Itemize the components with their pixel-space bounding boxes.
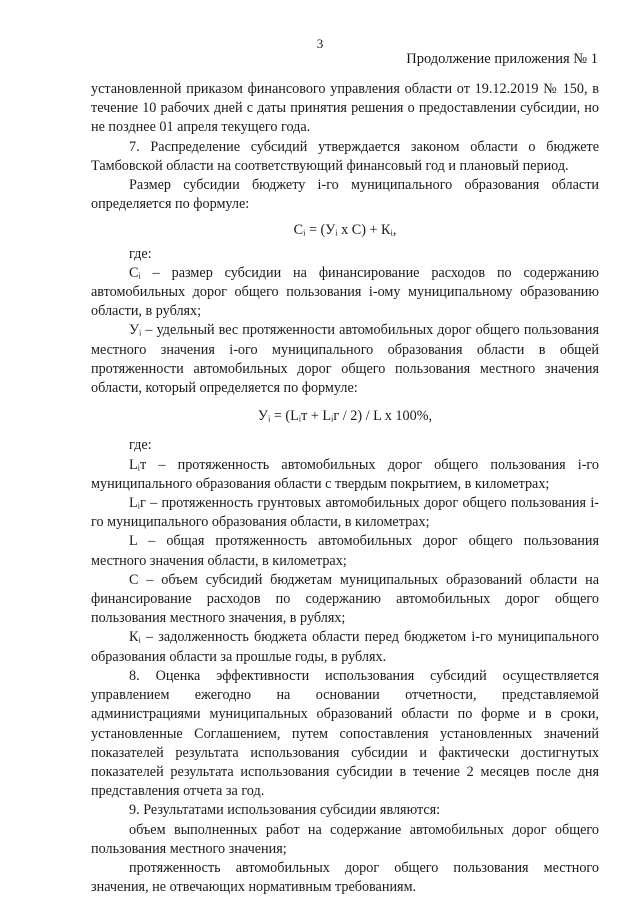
formula-subsidy: Сᵢ = (Уᵢ х С) + Кᵢ, [293,222,397,239]
result-item-1: объем выполненных работ на содержание автомобильных дорог общего пользования местного значения; [91,821,599,857]
paragraph-7: 7. Распределение субсидий утверждается законом области о бюджете Тамбовской области на соответствующий финансовый год и плановый период. [91,138,599,174]
appendix-continuation-label: Продолжение приложения № 1 [406,51,598,67]
paragraph-9: 9. Результатами использования субсидии являются: [129,802,441,819]
document-body [91,80,599,897]
definition-l: L – общая протяженность автомобильных дорог общего пользования местного значения области, в километрах; [91,533,599,569]
definition-lig: Lᵢг – протяженность грунтовых автомобильных дорог общего пользования i-го муниципального образования области, в километрах; [91,495,599,531]
page-number: 3 [316,36,324,51]
definition-ci: Сᵢ – размер субсидии на финансирование расходов по содержанию автомобильных дорог общего пользования i-ому муниципальному образованию области, в рублях; [91,264,599,320]
subsidy-size-intro: Размер субсидии бюджету i-го муниципального образования области определяется по формуле: [91,177,599,213]
formula-share: Уᵢ = (Lᵢт + Lᵢг / 2) / L х 100%, [257,408,433,425]
where-label-2: где: [129,437,152,454]
definition-c: С – объем субсидий бюджетам муниципальных образований области на финансирование расходов по содержанию автомобильных дорог общего пользования местного значения, в рублях; [91,571,599,627]
where-label-1: где: [129,245,152,262]
definition-lit: Lᵢт – протяженность автомобильных дорог общего пользования i-го муниципального образования области с твердым покрытием, в километрах; [91,456,599,492]
result-item-2: протяженность автомобильных дорог общего пользования местного значения, не отвечающих нормативным требованиям. [91,859,599,896]
paragraph-8: 8. Оценка эффективности использования субсидий осуществляется управлением ежегодно на основании отчетности, представляемой администрациями муниципальных образований области по форме и в сроки, установленные Соглашением, путем сопоставления установленных значений показателей результата использования субсидии и фактически достигнутых показателей результата использования субсидии в течение 2 месяцев после дня представления отчета за год. [91,667,599,800]
definition-ki: Кᵢ – задолженность бюджета области перед бюджетом i-го муниципального образования области за прошлые годы, в рублях. [91,629,599,665]
paragraph-continuation: установленной приказом финансового управления области от 19.12.2019 № 150, в течение 10 рабочих дней с даты принятия решения о предоставлении субсидии, но не позднее 01 апреля текущего года. [91,81,599,136]
definition-ui: Уᵢ – удельный вес протяженности автомобильных дорог общего пользования местного значения i-ого муниципального образования области в общей протяженности автомобильных дорог общего пользования местного значения области, который определяется по формуле: [91,322,599,397]
